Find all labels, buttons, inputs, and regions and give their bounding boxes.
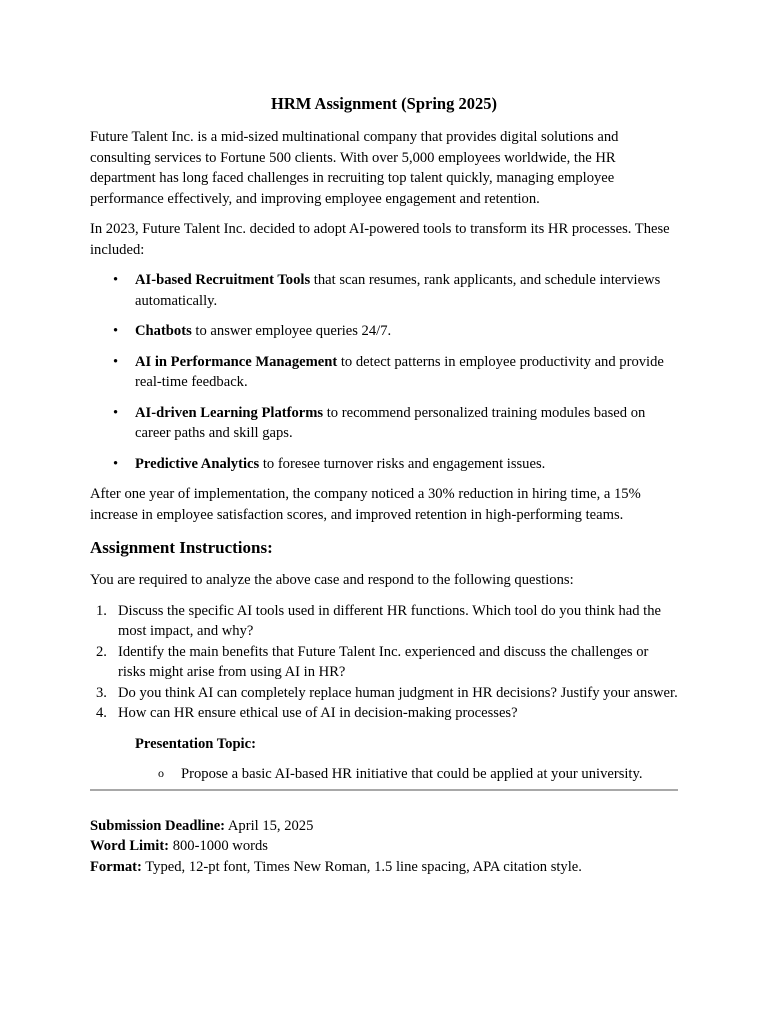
- presentation-topic-list: [90, 764, 678, 785]
- deadline-label: Submission Deadline:: [90, 817, 226, 834]
- list-item: [96, 683, 678, 704]
- list-item: o Propose a basic AI-based HR initiative that could be applied at your university.: [181, 764, 678, 785]
- deadline-value: April 15, 2025: [225, 817, 314, 834]
- questions-list: [90, 601, 678, 724]
- outcome-paragraph: After one year of implementation, the company noticed a 30% reduction in hiring time, a 15% increase in employee satisfaction scores, and improved retention in high-performing teams.: [90, 486, 641, 523]
- submission-details: [90, 816, 678, 878]
- question-number: 4.: [96, 705, 107, 721]
- deadline-line: [90, 816, 678, 837]
- tool-description: to detect patterns in employee productivity and provide real-time feedback.: [135, 353, 664, 390]
- intro-paragraph-2: In 2023, Future Talent Inc. decided to adopt AI-powered tools to transform its HR processes. These included:: [90, 221, 670, 258]
- intro-paragraph-1: Future Talent Inc. is a mid-sized multinational company that provides digital solutions and consulting services to Fortune 500 clients. With over 5,000 employees worldwide, the HR department has long faced challenges in recruiting top talent quickly, managing employee performance effectively, and improving employee engagement and retention.: [90, 129, 619, 207]
- format-label: Format:: [90, 858, 142, 875]
- question-number: 2.: [96, 643, 107, 660]
- instructions-heading: Assignment Instructions:: [90, 538, 273, 557]
- list-item: [96, 601, 678, 642]
- question-text: Do you think AI can completely replace human judgment in HR decisions? Justify your answer.: [118, 684, 678, 701]
- tool-name: Predictive Analytics: [135, 455, 260, 472]
- word-limit-line: [90, 836, 678, 857]
- tool-name: AI in Performance Management: [135, 353, 338, 370]
- format-value: Typed, 12-pt font, Times New Roman, 1.5 line spacing, APA citation style.: [141, 858, 582, 875]
- question-number: 3.: [96, 684, 107, 701]
- word-limit-value: 800-1000 words: [169, 838, 268, 854]
- question-text: Discuss the specific AI tools used in different HR functions. Which tool do you think had the most impact, and why?: [118, 602, 661, 639]
- word-limit-label: Word Limit:: [90, 838, 170, 854]
- instructions-lead: You are required to analyze the above case and respond to the following questions:: [90, 572, 574, 588]
- presentation-topic-label: Presentation Topic:: [135, 735, 256, 752]
- question-text: Identify the main benefits that Future Talent Inc. experienced and discuss the challenges or risks might arise from using AI in HR?: [118, 643, 649, 680]
- question-text: How can HR ensure ethical use of AI in decision-making processes?: [118, 705, 518, 721]
- tool-description: to answer employee queries 24/7.: [191, 323, 392, 339]
- tool-name: AI-based Recruitment Tools: [135, 272, 311, 288]
- ai-tools-list: [90, 270, 678, 474]
- tool-description: that scan resumes, rank applicants, and schedule interviews automatically.: [135, 272, 661, 309]
- question-number: 1.: [96, 602, 107, 619]
- list-item: [135, 321, 678, 342]
- list-item: [96, 703, 678, 724]
- tool-description: to foresee turnover risks and engagement issues.: [259, 455, 546, 472]
- list-item: [135, 270, 678, 311]
- list-item: [135, 403, 678, 444]
- list-item: [96, 642, 678, 683]
- format-line: [90, 857, 678, 878]
- document-title: HRM Assignment (Spring 2025): [271, 94, 497, 113]
- divider: [90, 789, 678, 791]
- list-item: [135, 352, 678, 393]
- tool-description: to recommend personalized training modules based on career paths and skill gaps.: [135, 404, 646, 441]
- list-item: [135, 454, 678, 475]
- tool-name: AI-driven Learning Platforms: [135, 404, 324, 421]
- tool-name: Chatbots: [135, 323, 192, 339]
